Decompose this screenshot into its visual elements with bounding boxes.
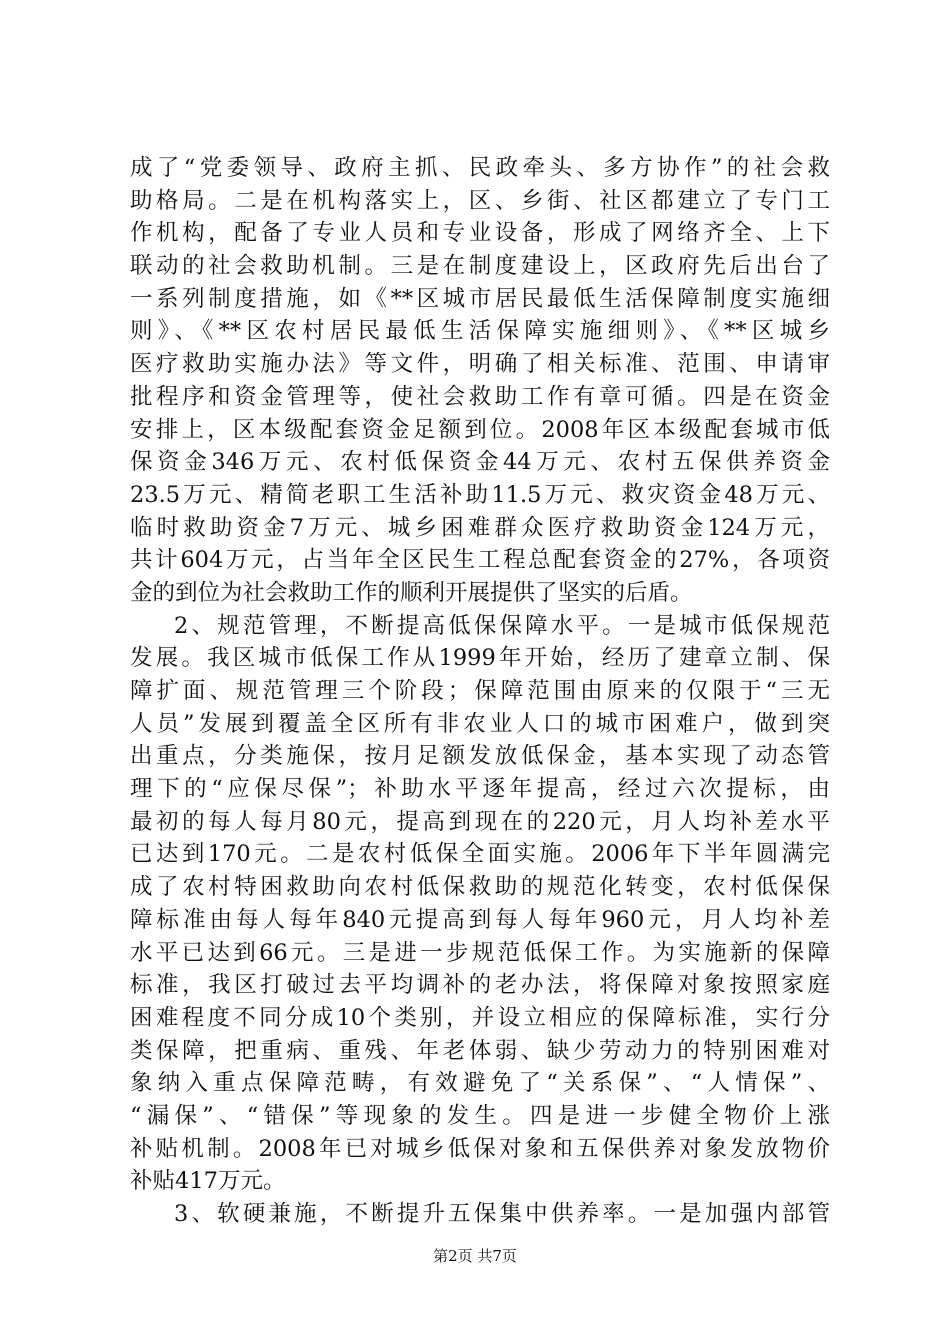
text-line: 人员”发展到覆盖全区所有非农业人口的城市困难户，做到突 xyxy=(130,710,830,737)
text-line: 安排上，区本级配套资金足额到位。2008年区本级配套城市低 xyxy=(130,416,830,443)
text-line: “漏保”、“错保”等现象的发生。四是进一步健全物价上涨 xyxy=(130,1102,830,1129)
text-line: 水平已达到66元。三是进一步规范低保工作。为实施新的保障 xyxy=(130,939,830,966)
text-line: 障标准由每人每年840元提高到每人每年960元，月人均补差 xyxy=(130,906,830,933)
body-text xyxy=(130,152,830,1231)
text-line: 则》、《**区农村居民最低生活保障实施细则》、《**区城乡 xyxy=(130,318,830,345)
text-line: 2、规范管理，不断提高低保保障水平。一是城市低保规范 xyxy=(174,612,830,639)
page-footer: 第2页 共7页 xyxy=(433,1247,517,1265)
text-line: 助格局。二是在机构落实上，区、乡街、社区都建立了专门工 xyxy=(130,187,830,214)
text-line: 标准，我区打破过去平均调补的老办法，将保障对象按照家庭 xyxy=(130,972,830,999)
text-line: 补贴机制。2008年已对城乡低保对象和五保供养对象发放物价 xyxy=(130,1135,830,1162)
text-line: 已达到170元。二是农村低保全面实施。2006年下半年圆满完 xyxy=(130,841,830,868)
text-line: 23.5万元、精简老职工生活补助11.5万元、救灾资金48万元、 xyxy=(130,481,830,508)
text-line: 3、软硬兼施，不断提升五保集中供养率。一是加强内部管 xyxy=(174,1201,830,1227)
text-line: 补贴417万元。 xyxy=(130,1168,286,1195)
text-line: 障扩面、规范管理三个阶段；保障范围由原来的仅限于“三无 xyxy=(130,678,830,704)
paragraph xyxy=(130,1198,830,1231)
text-line: 保资金346万元、农村低保资金44万元、农村五保供养资金 xyxy=(130,449,830,476)
text-line: 成了农村特困救助向农村低保救助的规范化转变，农村低保保 xyxy=(130,874,830,901)
text-line: 临时救助资金7万元、城乡困难群众医疗救助资金124万元， xyxy=(130,514,830,541)
text-line: 共计604万元，占当年全区民生工程总配套资金的27%，各项资 xyxy=(130,547,830,574)
paragraph xyxy=(130,152,830,610)
text-line: 成了“党委领导、政府主抓、民政牵头、多方协作”的社会救 xyxy=(130,155,830,181)
text-line: 出重点，分类施保，按月足额发放低保金，基本实现了动态管 xyxy=(130,743,830,770)
text-line: 发展。我区城市低保工作从1999年开始，经历了建章立制、保 xyxy=(130,645,830,672)
text-line: 联动的社会救助机制。三是在制度建设上，区政府先后出台了 xyxy=(130,253,830,280)
text-line: 作机构，配备了专业人员和专业设备，形成了网络齐全、上下 xyxy=(130,220,830,247)
text-line: 医疗救助实施办法》等文件，明确了相关标准、范围、申请审 xyxy=(130,351,830,378)
text-line: 最初的每人每月80元，提高到现在的220元，月人均补差水平 xyxy=(130,808,830,835)
text-line: 金的到位为社会救助工作的顺利开展提供了坚实的后盾。 xyxy=(130,579,693,606)
text-line: 批程序和资金管理等，使社会救助工作有章可循。四是在资金 xyxy=(130,383,830,410)
text-line: 困难程度不同分成10个类别，并设立相应的保障标准，实行分 xyxy=(130,1004,830,1031)
paragraph xyxy=(130,610,830,1198)
text-line: 一系列制度措施，如《**区城市居民最低生活保障制度实施细 xyxy=(130,285,830,312)
text-line: 理下的“应保尽保”；补助水平逐年提高，经过六次提标，由 xyxy=(130,776,830,803)
text-line: 类保障，把重病、重残、年老体弱、缺少劳动力的特别困难对 xyxy=(130,1037,830,1064)
text-line: 象纳入重点保障范畴，有效避免了“关系保”、“人情保”、 xyxy=(130,1070,830,1097)
